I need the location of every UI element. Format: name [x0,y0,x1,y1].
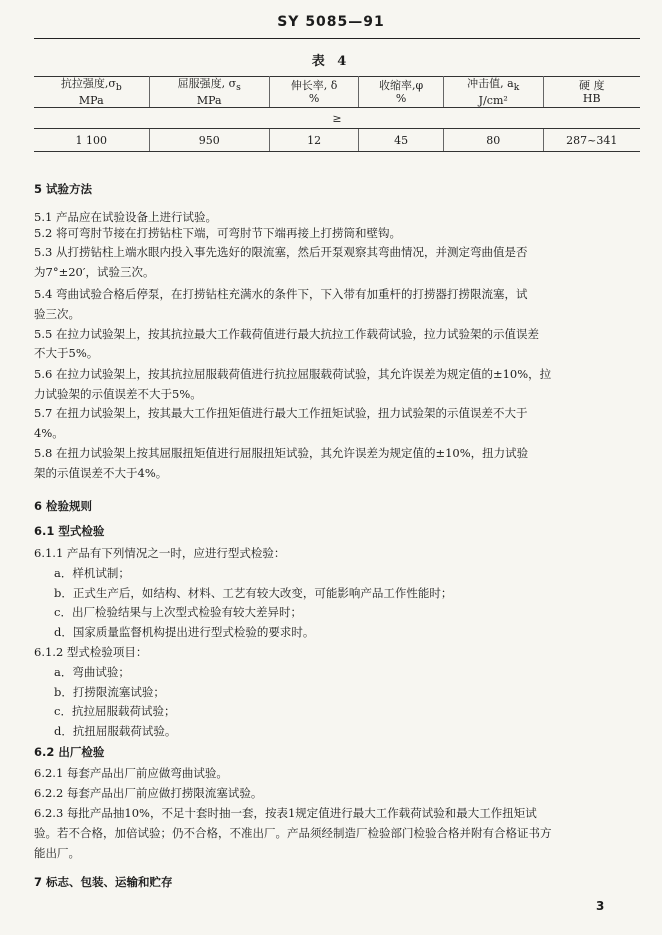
value-elongation: 12 [269,129,358,152]
standard-number: SY 5085—91 [277,14,385,30]
para-6-2-3-cont2: 能出厂。 [34,846,80,860]
header-hardness: 硬 度 HB [543,77,640,108]
para-5-5-cont: 不大于5%。 [34,346,99,360]
list-item: b．打捞限流塞试验； [54,685,165,699]
para-5-6-cont: 力试验架的示值误差不大于5%。 [34,387,202,401]
list-item: c．抗拉屈服载荷试验； [54,704,176,718]
para-5-3-cont: 为7°±20′，试验三次。 [34,265,155,279]
value-impact: 80 [443,129,543,152]
value-tensile: 1 100 [34,129,149,152]
list-item: d．国家质量监督机构提出进行型式检验的要求时。 [54,625,315,639]
table-header-row [34,77,640,108]
header-rule [34,38,640,39]
section-6-title: 6 检验规则 [34,499,93,513]
para-6-1-1: 6.1.1 产品有下列情况之一时，应进行型式检验： [34,546,286,560]
para-6-1-2: 6.1.2 型式检验项目： [34,645,148,659]
list-item: d．抗扭屈服载荷试验。 [54,724,177,738]
table-ge-row [34,108,640,129]
header-reduction: 收缩率,φ % [359,77,444,108]
para-6-2-3-cont1: 验。若不合格，加倍试验；仍不合格，不准出厂。产品须经制造厂检验部门检验合格并附有合格证书方 [34,826,552,840]
para-5-8-cont: 架的示值误差不大于4%。 [34,466,168,480]
section-7-title: 7 标志、包装、运输和贮存 [34,875,173,889]
header-elongation: 伸长率, δ % [269,77,358,108]
para-6-2-1: 6.2.1 每套产品出厂前应做弯曲试验。 [34,766,228,780]
para-5-8: 5.8 在扭力试验架上按其屈服扭矩值进行屈服扭矩试验，其允许误差为规定值的±10%，扭力试验 [34,446,529,460]
header-impact: 冲击值, $a_k$ J/cm² [443,77,543,108]
value-reduction: 45 [359,129,444,152]
para-5-4: 5.4 弯曲试验合格后停泵，在打捞钻柱充满水的条件下，下入带有加重杆的打捞器打捞限流塞，试 [34,287,528,301]
para-5-5: 5.5 在拉力试验架上，按其抗拉最大工作载荷值进行最大抗拉工作载荷试验，拉力试验架的示值误差 [34,327,539,341]
para-5-3: 5.3 从打捞钻柱上端水眼内投入事先选好的限流塞，然后开泵观察其弯曲情况，并测定弯曲值是否 [34,245,528,259]
para-6-2-2: 6.2.2 每套产品出厂前应做打捞限流塞试验。 [34,786,263,800]
page-number: 3 [596,899,605,913]
value-yield: 950 [149,129,269,152]
value-hardness: 287~341 [543,129,640,152]
ge-symbol: ≥ [34,108,640,129]
table-title: 表 4 [311,54,351,69]
list-item: a．样机试制； [54,566,130,580]
list-item: a．弯曲试验； [54,665,130,679]
para-5-7-cont: 4%。 [34,426,64,440]
header-yield: 屈服强度, $\sigma_s$ MPa [149,77,269,108]
list-item: b．正式生产后，如结构、材料、工艺有较大改变，可能影响产品工作性能时； [54,586,453,600]
para-5-1: 5.1 产品应在试验设备上进行试验。 [34,210,217,224]
table-4 [34,76,640,152]
para-5-2: 5.2 将可弯肘节接在打捞钻柱下端，可弯肘节下端再接上打捞筒和壁钩。 [34,226,401,240]
para-6-2-3: 6.2.3 每批产品抽10%，不足十套时抽一套，按表1规定值进行最大工作载荷试验和最大工作扭矩试 [34,806,537,820]
subsection-6-1-title: 6.1 型式检验 [34,524,105,538]
section-5-title: 5 试验方法 [34,182,93,196]
para-5-6: 5.6 在拉力试验架上，按其抗拉屈服载荷值进行抗拉屈服载荷试验，其允许误差为规定值的±10%，拉 [34,367,552,381]
header-tensile: 抗拉强度$,\sigma_b$ MPa [34,77,149,108]
para-5-4-cont: 验三次。 [34,307,80,321]
list-item: c．出厂检验结果与上次型式检验有较大差异时； [54,605,302,619]
subsection-6-2-title: 6.2 出厂检验 [34,745,105,759]
table-value-row [34,129,640,152]
para-5-7: 5.7 在扭力试验架上，按其最大工作扭矩值进行最大工作扭矩试验，扭力试验架的示值误差不大于 [34,406,528,420]
